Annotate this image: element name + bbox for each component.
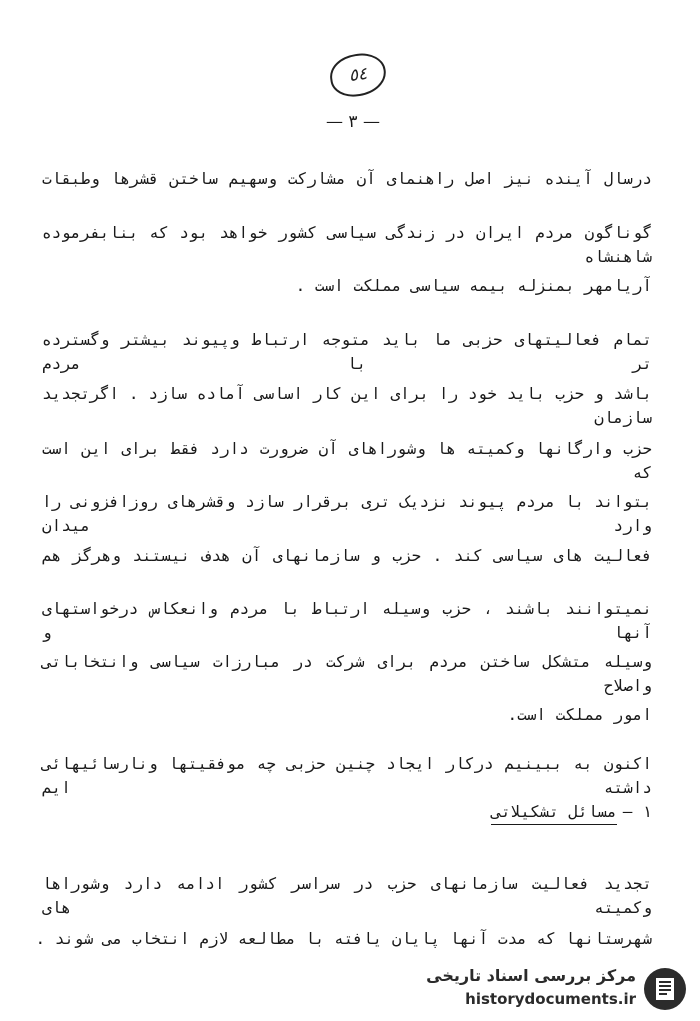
watermark-url: historydocuments.ir bbox=[465, 990, 636, 1008]
section-heading: ١—مسائل تشکیلاتی bbox=[491, 800, 652, 824]
paragraph-2-line-6: نمیتوانند باشند ، حزب وسیله ارتباط با مردم وانعکاس درخواستهای آنها و bbox=[42, 599, 652, 642]
page-number: — ٣ — bbox=[326, 112, 380, 132]
paragraph-4-line-2: شهرستانها که مدت آنها پایان یافته با مطالعه لازم انتخاب می شوند . bbox=[35, 929, 652, 948]
paragraph-2-line-5: فعالیت های سیاسی کند . حزب و سازمانهای آن هدف نیستند وهرگز هم bbox=[42, 546, 652, 565]
paragraph-2-line-3: حزب وارگانها وکمیته ها وشوراهای آن ضرورت دارد فقط برای این است که bbox=[42, 439, 652, 482]
paragraph-2-line-4: بتواند با مردم پیوند نزدیک تری برقرار سازد وقشرهای روزافزونی را وارد میدان bbox=[42, 492, 652, 535]
paragraph-3: اکنون به ببینیم درکار ایجاد چنین حزبی چه موفقیتها ونارسائیهائی داشته ایم bbox=[42, 754, 652, 797]
section-title: مسائل تشکیلاتی bbox=[491, 802, 616, 825]
paragraph-1-line-3: آریامهر بمنزله بیمه سیاسی مملکت است . bbox=[295, 276, 652, 295]
watermark bbox=[412, 964, 692, 1018]
paragraph-2-line-1: تمام فعالیتهای حزبی ما باید متوجه ارتباط وپیوند بیشتر وگسترده تر با مردم bbox=[42, 330, 652, 373]
section-number: ١ bbox=[642, 802, 652, 821]
paragraph-4-line-1: تجدید فعالیت سازمانهای حزب در سراسر کشور ادامه دارد وشوراها وکمیته های bbox=[42, 874, 652, 917]
paragraph-1-line-1: درسال آینده نیز اصل راهنمای آن مشارکت وسهیم ساختن قشرها وطبقات bbox=[42, 169, 652, 188]
paragraph-2-line-7: وسیله متشکل ساختن مردم برای شرکت در مبارزات سیاسی وانتخاباتی واصلاح bbox=[42, 652, 652, 695]
paragraph-2-line-2: باشد و حزب باید خود را برای این کار اساسی آماده سازد . اگرتجدید سازمان bbox=[42, 384, 652, 427]
paragraph-2-line-8: امور مملکت است. bbox=[507, 705, 652, 724]
paragraph-1-line-2: گوناگون مردم ایران در زندگی سیاسی کشور خواهد بود که بنابفرموده شاهنشاه bbox=[42, 223, 652, 266]
page-stamp: ٥٤ bbox=[327, 50, 388, 99]
archive-logo-icon bbox=[642, 966, 688, 1012]
watermark-name: مرکز بررسی اسناد تاریخی bbox=[426, 966, 636, 985]
